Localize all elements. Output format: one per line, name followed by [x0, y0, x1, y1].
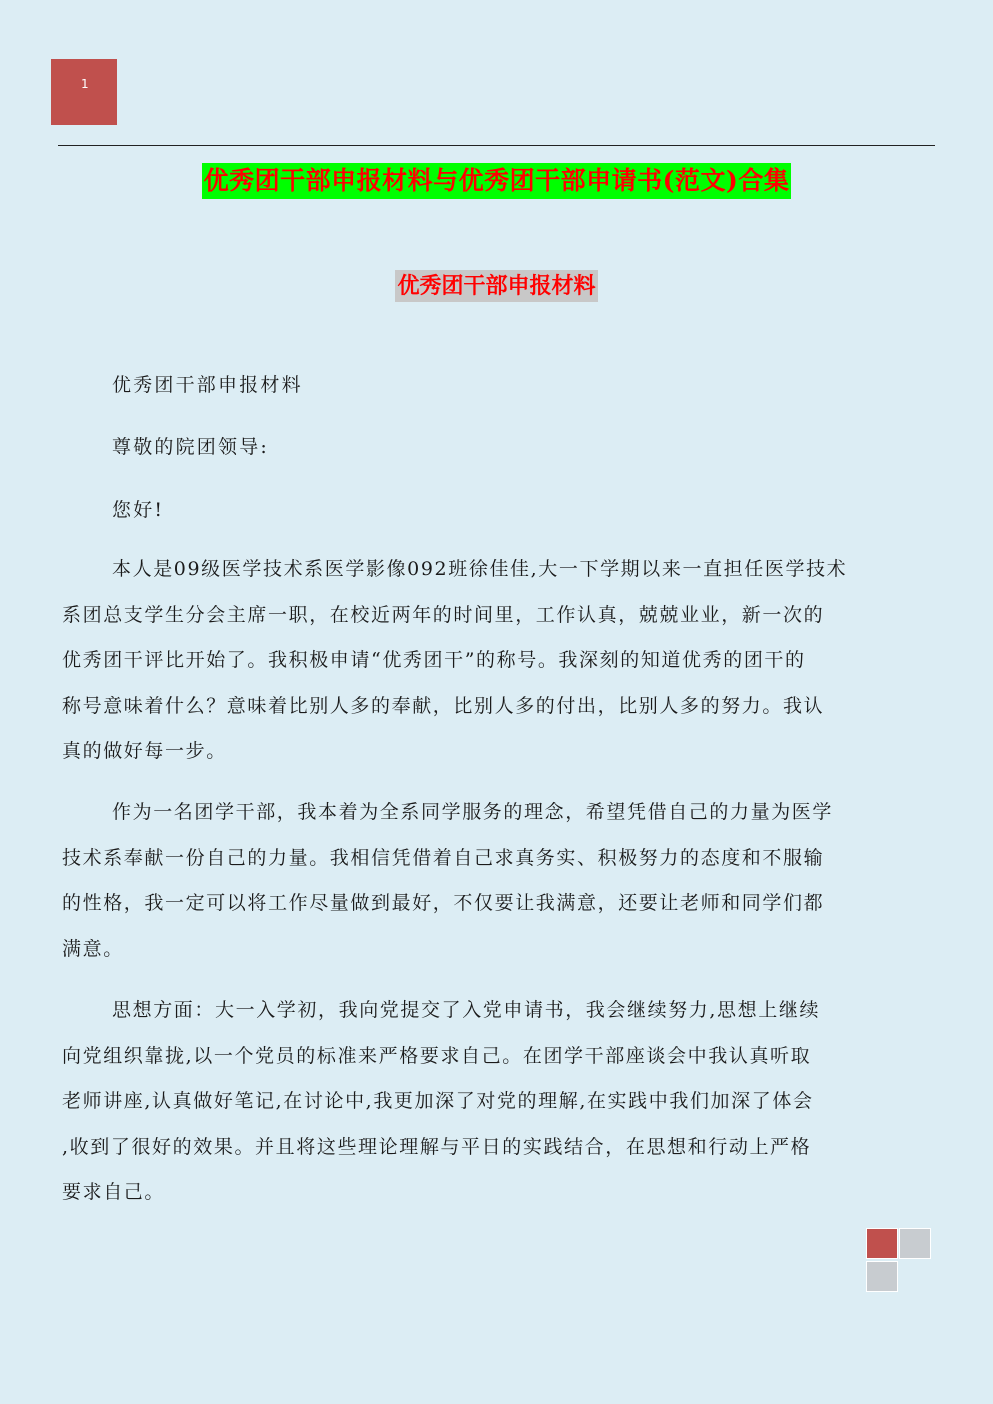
paragraph-2 [62, 790, 932, 972]
paragraph-line: 要求自己。 [62, 1181, 166, 1203]
page-number-badge [51, 59, 117, 125]
paragraph-line: 向党组织靠拢,以一个党员的标准来严格要求自己。在团学干部座谈会中我认真听取 [62, 1044, 812, 1067]
paragraph-line: 系团总支学生分会主席一职，在校近两年的时间里，工作认真，兢兢业业，新一次的 [62, 603, 825, 626]
paragraph-line: 思想方面：大一入学初，我向党提交了入党申请书，我会继续努力,思想上继续 [112, 999, 821, 1021]
greeting: 您好! [112, 499, 165, 521]
paragraph-line: 优秀团干评比开始了。我积极申请“优秀团干”的称号。我深刻的知道优秀的团干的 [62, 649, 806, 671]
paragraph-line: 满意。 [62, 937, 124, 960]
paragraph-line: 的性格，我一定可以将工作尽量做到最好，不仅要让我满意，还要让老师和同学们都 [62, 892, 825, 914]
paragraph-line: 称号意味着什么？意味着比别人多的奉献，比别人多的付出，比别人多的努力。我认 [62, 694, 825, 717]
paragraph-line: 作为一名团学干部，我本着为全系同学服务的理念，希望凭借自己的力量为医学 [112, 801, 834, 823]
page-number: 1 [81, 77, 89, 91]
deco-square-gray [899, 1228, 931, 1259]
paragraph-line: 真的做好每一步。 [62, 740, 227, 762]
deco-square-red [866, 1228, 898, 1259]
corner-decoration [866, 1228, 933, 1293]
paragraph-line: 老师讲座,认真做好笔记,在讨论中,我更加深了对党的理解,在实践中我们加深了体会 [62, 1090, 814, 1112]
paragraph-3 [62, 988, 932, 1216]
main-title: 优秀团干部申报材料与优秀团干部申请书(范文)合集 [202, 163, 792, 199]
salutation: 尊敬的院团领导: [112, 436, 270, 458]
main-title-container [0, 163, 993, 199]
sub-title-container [0, 270, 993, 302]
paragraph-line: ,收到了很好的效果。并且将这些理论理解与平日的实践结合，在思想和行动上严格 [62, 1135, 812, 1158]
header-divider [58, 145, 935, 146]
deco-square-gray [866, 1261, 898, 1292]
doc-heading: 优秀团干部申报材料 [112, 374, 303, 396]
paragraph-1 [62, 547, 932, 775]
paragraph-line: 技术系奉献一份自己的力量。我相信凭借着自己求真务实、积极努力的态度和不服输 [62, 846, 825, 869]
paragraph-line: 本人是09级医学技术系医学影像092班徐佳佳,大一下学期以来一直担任医学技术 [112, 558, 848, 580]
sub-title: 优秀团干部申报材料 [395, 270, 597, 302]
